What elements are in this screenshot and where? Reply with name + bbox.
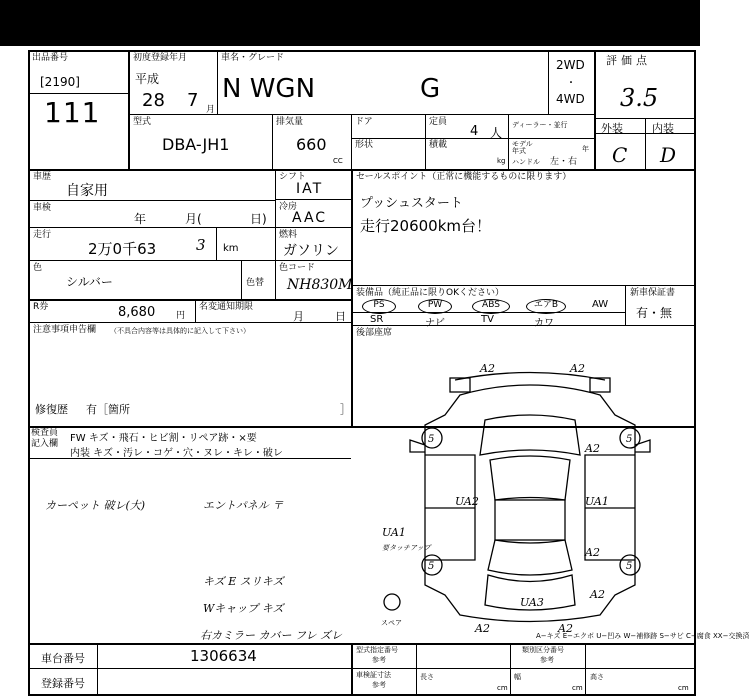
year-suffix: 年	[582, 145, 589, 153]
reg-month: 7	[187, 90, 199, 111]
model-label: 車名・グレード	[221, 53, 285, 63]
class-label: 類別区分番号	[522, 646, 564, 654]
mark-a2-rear-right: A2	[590, 588, 605, 601]
type-label: 型式	[133, 117, 152, 127]
mark-ua1-left: UA1	[382, 526, 406, 539]
sales-label: セールスポイント（正常に機能するものに限ります）	[356, 172, 572, 182]
fw-checklist: FW キズ・飛石・ヒビ割・リペア跡・×要	[70, 433, 257, 444]
mark-ua1-note: 要タッチアップ	[382, 544, 431, 552]
checker-label-2: 記入欄	[31, 439, 59, 449]
score-label: 評価点	[606, 54, 651, 67]
mark-5-rr: 5	[626, 561, 633, 572]
mark-a2-front-left: A2	[480, 362, 495, 375]
lot-sub: [2190]	[40, 75, 80, 89]
deadline-day: 日	[335, 310, 346, 323]
inspection-label: 車検	[33, 203, 52, 213]
repair-close: ］	[340, 403, 351, 416]
persons-unit: 人	[490, 126, 503, 140]
cm-2: cm	[572, 684, 583, 692]
mark-a2-right-rear: A2	[585, 546, 600, 559]
reg-label: 登録番号	[41, 677, 85, 690]
lot-number: 111	[44, 96, 101, 129]
insp-day: 日)	[250, 212, 267, 226]
ref-2: 参考	[540, 656, 554, 664]
equip-ps: PS	[362, 299, 396, 314]
interior-grade: D	[660, 143, 677, 167]
cm-3: cm	[678, 684, 689, 692]
history-label: 車歴	[33, 172, 52, 182]
grade: G	[420, 74, 441, 104]
interior-label: 内装	[652, 122, 674, 135]
rear-seat-label: 後部座席	[356, 328, 393, 338]
equip-navi: ナビ	[425, 318, 445, 329]
drive-dot: ・	[566, 78, 576, 89]
insp-month: 月(	[185, 212, 202, 226]
checker-label-1: 検査員	[31, 428, 59, 438]
equip-abs: ABS	[472, 299, 510, 314]
color-code: NH830M	[287, 277, 353, 293]
repair-value: 有［箇所	[86, 403, 130, 416]
equip-sr: SR	[370, 314, 384, 325]
chassis-label: 車台番号	[41, 652, 85, 665]
recycle-fee: 8,680	[118, 305, 156, 320]
color-swap-label: 色替	[246, 278, 265, 288]
month-unit: 月	[206, 105, 216, 115]
lot-label: 出品番号	[32, 53, 69, 63]
note-mirror: 右カミラー カバー フレ ズレ	[200, 629, 343, 642]
equip-leather: カワ	[534, 318, 554, 329]
model-name: N WGN	[222, 74, 316, 104]
model-code: DBA-JH1	[162, 135, 230, 154]
load-label: 積載	[429, 140, 448, 150]
mark-ua1-right: UA1	[585, 495, 609, 508]
deadline-label: 名変通知期限	[199, 302, 254, 312]
col-divider	[128, 50, 130, 169]
color: シルバー	[66, 275, 113, 289]
score-value: 3.5	[620, 84, 659, 112]
drive-2wd: 2WD	[556, 58, 585, 72]
notes-sub: （不具合内容等は具体的に記入して下さい）	[110, 327, 250, 335]
interior-checklist: 内装 キズ・汚レ・コゲ・穴・ヌレ・キレ・破レ	[70, 448, 283, 459]
equip-label: 装備品（純正品に限りOKください）	[356, 288, 504, 298]
warranty-value: 有・無	[636, 306, 673, 320]
ref-1: 参考	[372, 656, 386, 664]
model-year-label: モデル	[512, 140, 533, 148]
shape-label: 形状	[355, 140, 374, 150]
mark-a2-front-right: A2	[570, 362, 585, 375]
mileage-label: 走行	[33, 230, 52, 240]
capacity: 4	[470, 124, 479, 139]
insp-year: 年	[134, 212, 147, 226]
drive-4wd: 4WD	[556, 92, 585, 106]
shift-label: シフト	[279, 172, 307, 182]
color-code-label: 色コード	[279, 263, 316, 273]
width-label: 幅	[514, 673, 521, 681]
shift: IAT	[296, 181, 324, 197]
mark-a2-rear-left: A2	[475, 622, 490, 635]
yen-unit: 円	[176, 311, 186, 321]
fuel: ガソリン	[283, 243, 339, 259]
equip-pw: PW	[418, 299, 452, 314]
reg-year: 28	[142, 90, 165, 111]
mark-ua3: UA3	[520, 596, 544, 609]
era: 平成	[135, 72, 160, 86]
mark-a2-rear-center: A2	[558, 622, 573, 635]
ref-3: 参考	[372, 681, 386, 689]
first-reg-label: 初度登録年月	[133, 53, 188, 63]
chassis-number: 1306634	[190, 647, 257, 665]
note-carpet: カーペット 破レ(大)	[45, 499, 146, 512]
deadline-month: 月	[293, 310, 304, 323]
mileage: 2万0千63	[88, 240, 157, 258]
size-label: 車検証寸法	[356, 671, 391, 679]
km-unit: km	[223, 243, 239, 254]
ac: AAC	[292, 210, 328, 226]
equip-aw: AW	[592, 299, 609, 310]
exterior-grade: C	[612, 143, 628, 167]
mark-a2-right-front: A2	[585, 442, 600, 455]
door-label: ドア	[355, 117, 373, 127]
mark-5-rl: 5	[428, 561, 435, 572]
length-label: 長さ	[420, 673, 434, 681]
top-black-bar	[0, 0, 700, 46]
displacement-label: 排気量	[276, 117, 304, 127]
repair-label: 修復歴	[35, 403, 68, 416]
warranty-label: 新車保証書	[630, 288, 676, 298]
note-scratch: キズ E スリキズ	[203, 575, 284, 588]
color-label: 色	[33, 263, 43, 273]
damage-legend: A−キズ E−エクボ U−凹み W−補修跡 S−サビ C−腐食 XX−交換済	[536, 632, 749, 640]
note-wheelcap: Wキャップ キズ	[203, 602, 284, 615]
car-damage-diagram	[380, 360, 680, 635]
notes-label: 注意事項申告欄	[33, 325, 97, 335]
kg-unit: kg	[497, 157, 506, 165]
sales-line-1: プッシュスタート	[360, 196, 463, 211]
height-label: 高さ	[590, 673, 604, 681]
exterior-label: 外装	[601, 122, 623, 135]
equip-tv: TV	[481, 314, 494, 325]
model-spec-label: 型式指定番号	[356, 646, 398, 654]
history: 自家用	[66, 183, 108, 199]
note-entry-panel: エントパネル 〒	[203, 499, 284, 512]
handle-value: 左・右	[550, 157, 578, 167]
ac-label: 冷房	[279, 202, 298, 212]
dealer-label: ディーラー・並行	[512, 121, 568, 129]
mark-5-fr: 5	[626, 434, 633, 445]
spare-label: スペア	[381, 619, 402, 627]
capacity-label: 定員	[429, 117, 448, 127]
handle-label: ハンドル	[512, 158, 540, 166]
model-year-label2: 年式	[512, 147, 526, 155]
recycle-label: R券	[33, 302, 49, 312]
sales-line-2: 走行20600km台！	[360, 217, 492, 235]
mileage-extra: 3	[196, 236, 206, 254]
cm-1: cm	[497, 684, 508, 692]
mark-5-fl: 5	[428, 434, 435, 445]
cc-unit: CC	[333, 157, 343, 165]
displacement: 660	[296, 135, 327, 154]
fuel-label: 燃料	[279, 230, 298, 240]
row-divider	[28, 169, 696, 171]
equip-airbag: エアB	[526, 299, 566, 314]
mark-ua2: UA2	[455, 495, 479, 508]
